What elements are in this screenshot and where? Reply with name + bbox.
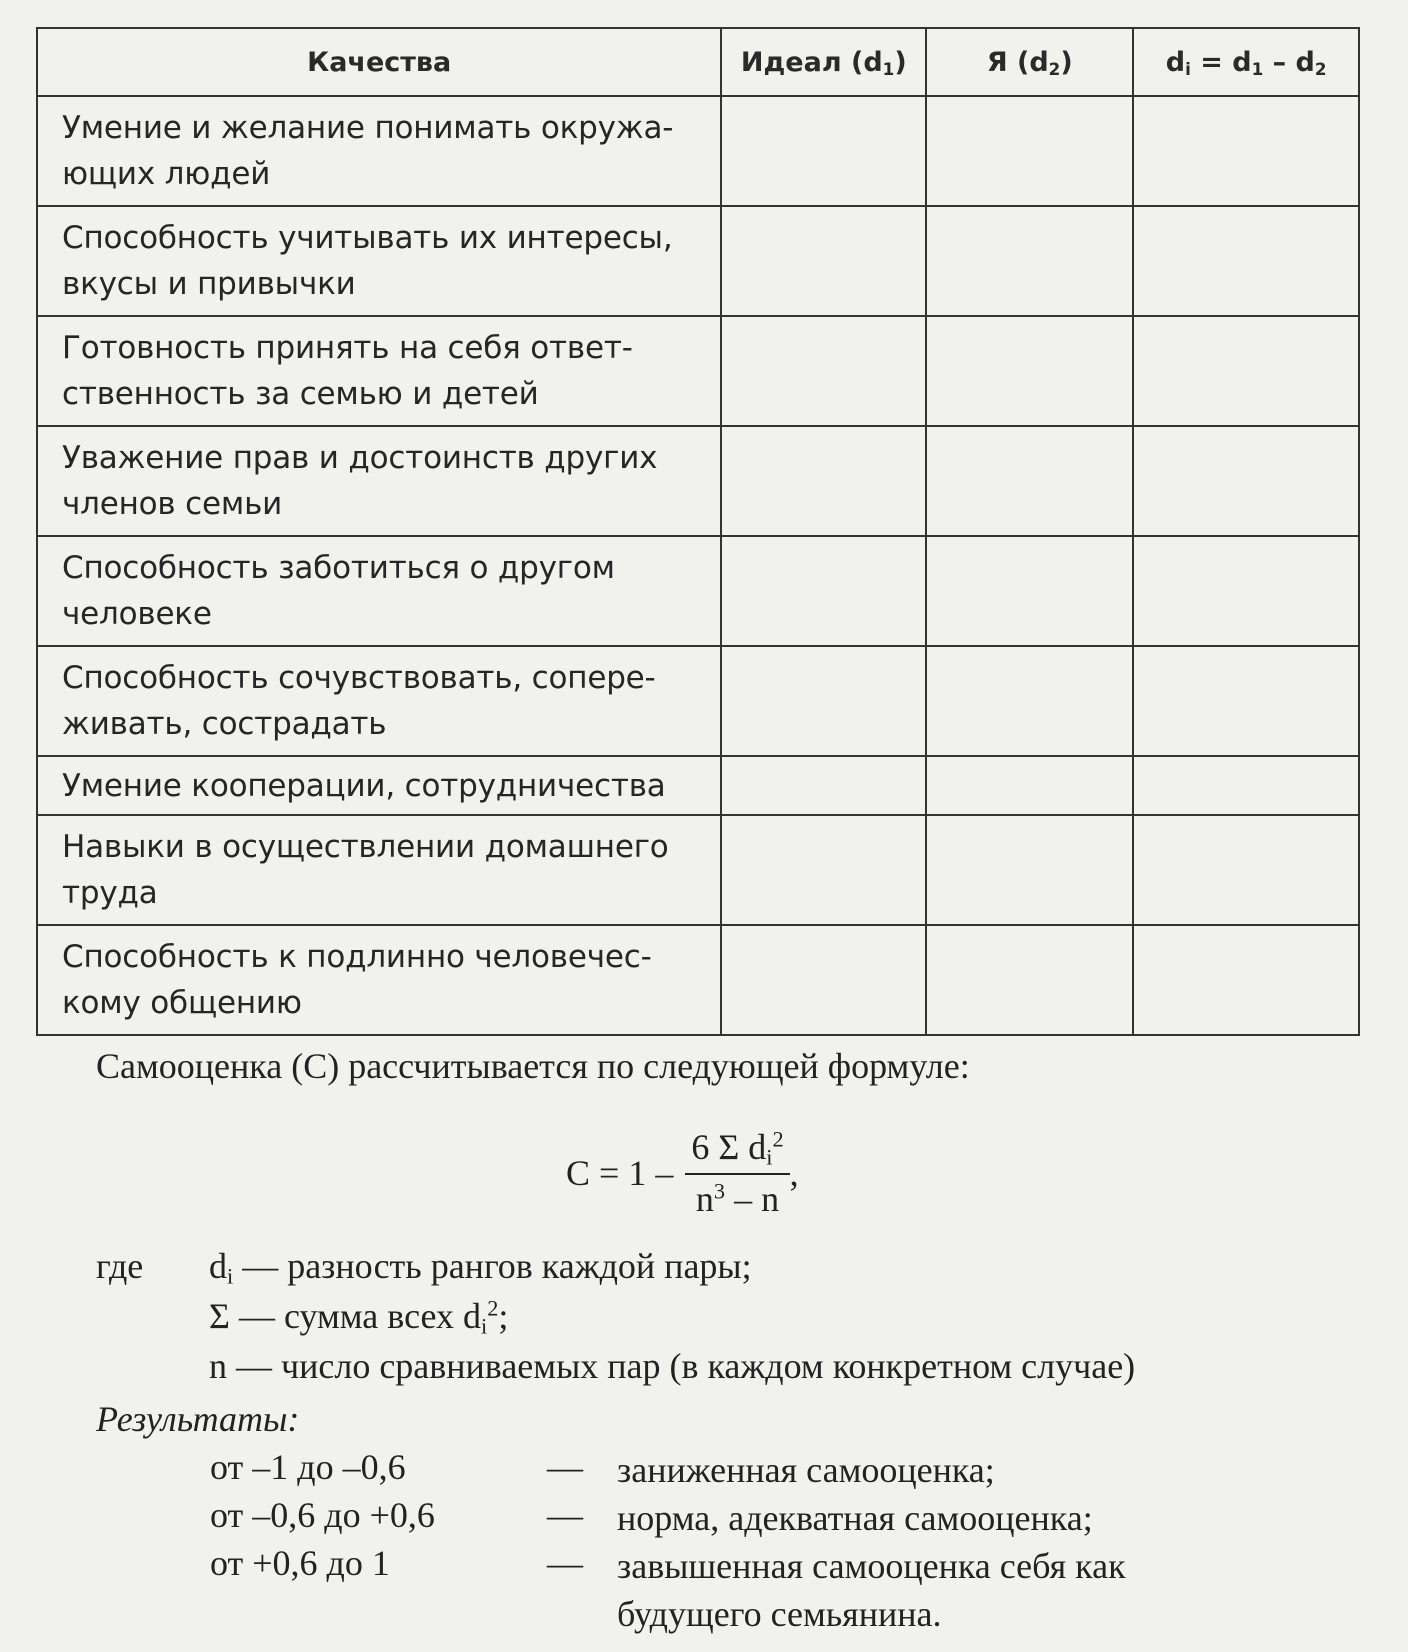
self-cell[interactable] bbox=[926, 536, 1133, 646]
difference-cell[interactable] bbox=[1133, 96, 1359, 206]
formula-comma: , bbox=[789, 1153, 799, 1193]
difference-cell[interactable] bbox=[1133, 756, 1359, 815]
header-qualities: Качества bbox=[37, 28, 721, 96]
quality-cell: Умение кооперации, сотрудничества bbox=[37, 756, 721, 815]
table-header-row bbox=[37, 28, 1359, 96]
table-row bbox=[37, 815, 1359, 925]
self-cell[interactable] bbox=[926, 206, 1133, 316]
difference-cell[interactable] bbox=[1133, 426, 1359, 536]
table-row bbox=[37, 646, 1359, 756]
result-description: завышенная самооценка себя как будущего семьянина. bbox=[617, 1546, 1126, 1634]
table-row bbox=[37, 316, 1359, 426]
ideal-cell[interactable] bbox=[721, 925, 926, 1035]
result-description: норма, адекватная самооценка; bbox=[617, 1498, 1093, 1538]
result-range: от –0,6 до +0,6 bbox=[210, 1495, 435, 1535]
header-ideal: Идеал $(d_1)$ bbox=[721, 28, 926, 96]
header-difference: $d_i = d_1 - d_2$ bbox=[1133, 28, 1359, 96]
quality-cell: Умение и желание понимать окружа- ющих людей bbox=[37, 96, 721, 206]
formula-fraction bbox=[685, 1127, 789, 1219]
self-cell[interactable] bbox=[926, 925, 1133, 1035]
difference-cell[interactable] bbox=[1133, 316, 1359, 426]
ideal-cell[interactable] bbox=[721, 206, 926, 316]
self-cell[interactable] bbox=[926, 756, 1133, 815]
table-row bbox=[37, 206, 1359, 316]
ideal-cell[interactable] bbox=[721, 316, 926, 426]
table-row bbox=[37, 96, 1359, 206]
qualities-table bbox=[36, 27, 1360, 1036]
ideal-cell[interactable] bbox=[721, 756, 926, 815]
quality-cell: Способность к подлинно человечес- кому общению bbox=[37, 925, 721, 1035]
formula-numerator: 6 Σ $d_i^2$ bbox=[685, 1127, 789, 1175]
page: Качества Идеал $(d_1)$ Я $(d_2)$ $d_i = d_1 - d_2$ Умение и желание понимать окружа- ющих людей Способность учитывать их интересы, вкусы и привычки Готовность принять на себя ответ- ственность за семью и детей Уважение прав и достоинств других членов семьи Способность заботиться о другом человеке Способность сочувствовать, сопере- живать, сострадать Умение кооперации, сотрудничества Навыки в осуществлении домашнего труда Способность к подлинно человечес- кому общению Самооценка (С) рассчитывается по следующей формуле: С = 1 – $\frac{6 \Sigma d_i^2}{n^3 - n}$ , где $d_i$ — разность рангов каждой пары; Σ — сумма всех $d_i^2$; n — число сравниваемых пар (в каждом конкретном случае) Результаты: от –1 до –0,6 — заниженная самооценка; от –0,6 до +0,6 — норма, адекватная самооценка; от +0,6 до 1 — завышенная самооценка себя как будущего семьянина. bbox=[0, 0, 1408, 1652]
ideal-cell[interactable] bbox=[721, 536, 926, 646]
result-range: от –1 до –0,6 bbox=[210, 1447, 406, 1487]
difference-cell[interactable] bbox=[1133, 925, 1359, 1035]
ideal-cell[interactable] bbox=[721, 815, 926, 925]
self-cell[interactable] bbox=[926, 316, 1133, 426]
header-me: Я $(d_2)$ bbox=[926, 28, 1133, 96]
table-row bbox=[37, 426, 1359, 536]
results-title: Результаты: bbox=[96, 1399, 300, 1439]
formula-denominator: $n^3$ – n bbox=[695, 1178, 780, 1219]
result-range: от +0,6 до 1 bbox=[210, 1543, 390, 1583]
quality-cell: Навыки в осуществлении домашнего труда bbox=[37, 815, 721, 925]
formula-intro: Самооценка (С) рассчитывается по следующей формуле: bbox=[96, 1046, 970, 1086]
difference-cell[interactable] bbox=[1133, 815, 1359, 925]
quality-cell: Способность заботиться о другом человеке bbox=[37, 536, 721, 646]
table-row bbox=[37, 536, 1359, 646]
self-cell[interactable] bbox=[926, 96, 1133, 206]
ideal-cell[interactable] bbox=[721, 426, 926, 536]
quality-cell: Способность сочувствовать, сопере- живать, сострадать bbox=[37, 646, 721, 756]
self-cell[interactable] bbox=[926, 646, 1133, 756]
difference-cell[interactable] bbox=[1133, 536, 1359, 646]
formula-lhs: С = 1 – bbox=[566, 1153, 674, 1193]
quality-cell: Способность учитывать их интересы, вкусы и привычки bbox=[37, 206, 721, 316]
result-dash: — bbox=[547, 1495, 583, 1535]
self-cell[interactable] bbox=[926, 815, 1133, 925]
difference-cell[interactable] bbox=[1133, 646, 1359, 756]
result-description: заниженная самооценка; bbox=[617, 1450, 995, 1490]
ideal-cell[interactable] bbox=[721, 96, 926, 206]
difference-cell[interactable] bbox=[1133, 206, 1359, 316]
result-dash: — bbox=[547, 1543, 583, 1583]
self-cell[interactable] bbox=[926, 426, 1133, 536]
ideal-cell[interactable] bbox=[721, 646, 926, 756]
table-row bbox=[37, 756, 1359, 815]
quality-cell: Готовность принять на себя ответ- ственность за семью и детей bbox=[37, 316, 721, 426]
result-dash: — bbox=[547, 1447, 583, 1487]
quality-cell: Уважение прав и достоинств других членов семьи bbox=[37, 426, 721, 536]
where-label: где bbox=[96, 1246, 144, 1286]
self-esteem-formula bbox=[566, 1118, 799, 1228]
table-row bbox=[37, 925, 1359, 1035]
